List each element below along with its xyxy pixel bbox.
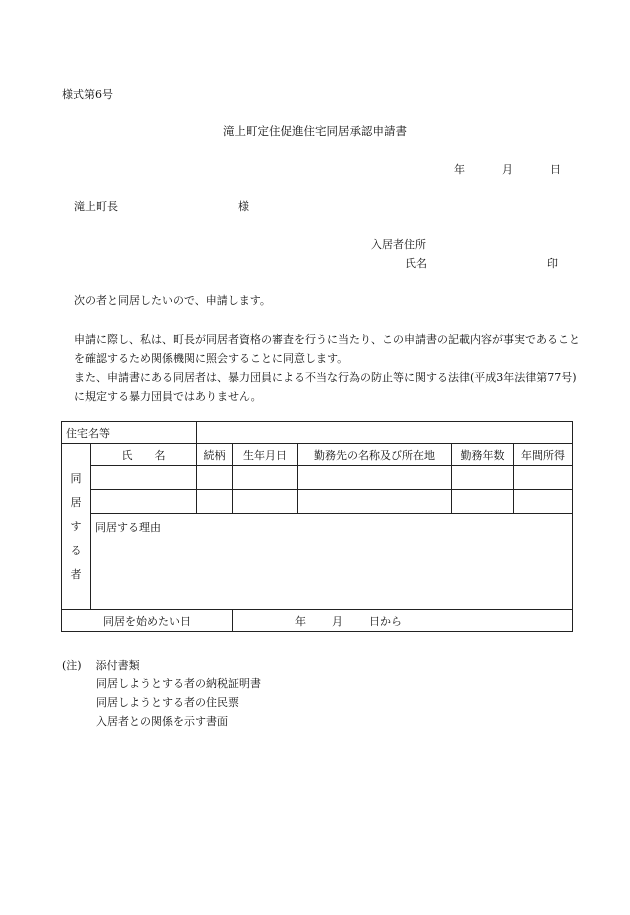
note-item: 同居しようとする者の納税証明書 xyxy=(96,677,261,690)
document-title: 滝上町定住促進住宅同居承認申請書 xyxy=(223,124,407,138)
cell-name[interactable] xyxy=(91,466,197,490)
cell-relationship[interactable] xyxy=(197,490,233,514)
cell-relationship[interactable] xyxy=(197,466,233,490)
consent-paragraphs xyxy=(62,330,582,406)
notes-label: (注) xyxy=(62,659,82,672)
applicant-name-label: 氏名 xyxy=(405,257,427,270)
note-item: 入居者との関係を示す書面 xyxy=(96,715,228,728)
note-item: 同居しようとする者の住民票 xyxy=(96,696,239,709)
header-workplace: 勤務先の名称及び所在地 xyxy=(298,444,452,466)
cell-birthdate[interactable] xyxy=(233,490,298,514)
cell-workplace[interactable] xyxy=(298,490,452,514)
consent-paragraph: 申請に際し、私は、町長が同居者資格の審査を行うに当たり、この申請書の記載内容が事実であることを確認するため関係機関に照会することに同意します。 xyxy=(74,333,580,365)
date-month: 月 xyxy=(502,163,513,176)
header-relationship: 続柄 xyxy=(197,444,233,466)
reason-field[interactable] xyxy=(91,514,573,610)
table-row xyxy=(62,490,573,514)
header-name: 氏 名 xyxy=(91,444,197,466)
cell-birthdate[interactable] xyxy=(233,466,298,490)
cohabitant-table xyxy=(61,421,573,632)
cell-years-employed[interactable] xyxy=(452,466,514,490)
applicant-address-label: 入居者住所 xyxy=(371,238,426,251)
notes-heading: 添付書類 xyxy=(95,659,140,672)
cell-workplace[interactable] xyxy=(298,466,452,490)
start-day: 日から xyxy=(369,614,402,628)
header-years-employed: 勤務年数 xyxy=(452,444,514,466)
start-date-field[interactable] xyxy=(233,610,573,632)
addressee-honorific: 様 xyxy=(238,200,249,213)
start-year: 年 xyxy=(295,614,306,628)
header-birthdate: 生年月日 xyxy=(233,444,298,466)
date-day: 日 xyxy=(550,163,561,176)
start-month: 月 xyxy=(332,614,343,628)
cell-annual-income[interactable] xyxy=(514,490,573,514)
cell-annual-income[interactable] xyxy=(514,466,573,490)
start-date-label: 同居を始めたい日 xyxy=(62,610,233,632)
header-annual-income: 年間所得 xyxy=(514,444,573,466)
notes-section xyxy=(62,656,140,675)
table-row xyxy=(62,466,573,490)
cell-years-employed[interactable] xyxy=(452,490,514,514)
form-number: 様式第6号 xyxy=(62,88,113,101)
request-statement: 次の者と同居したいので、申請します。 xyxy=(74,294,271,307)
cell-name[interactable] xyxy=(91,490,197,514)
housing-field[interactable] xyxy=(197,422,573,444)
housing-label: 住宅名等 xyxy=(62,422,197,444)
cohabitant-label: 同 居 す る 者 xyxy=(62,444,91,610)
declaration-paragraph: また、申請書にある同居者は、暴力団員による不当な行為の防止等に関する法律(平成3年法律第77号)に規定する暴力団員ではありません。 xyxy=(74,371,577,403)
date-year: 年 xyxy=(454,163,465,176)
reason-label: 同居する理由 xyxy=(95,521,161,534)
addressee-name: 滝上町長 xyxy=(74,200,118,213)
seal-mark: 印 xyxy=(547,257,558,270)
